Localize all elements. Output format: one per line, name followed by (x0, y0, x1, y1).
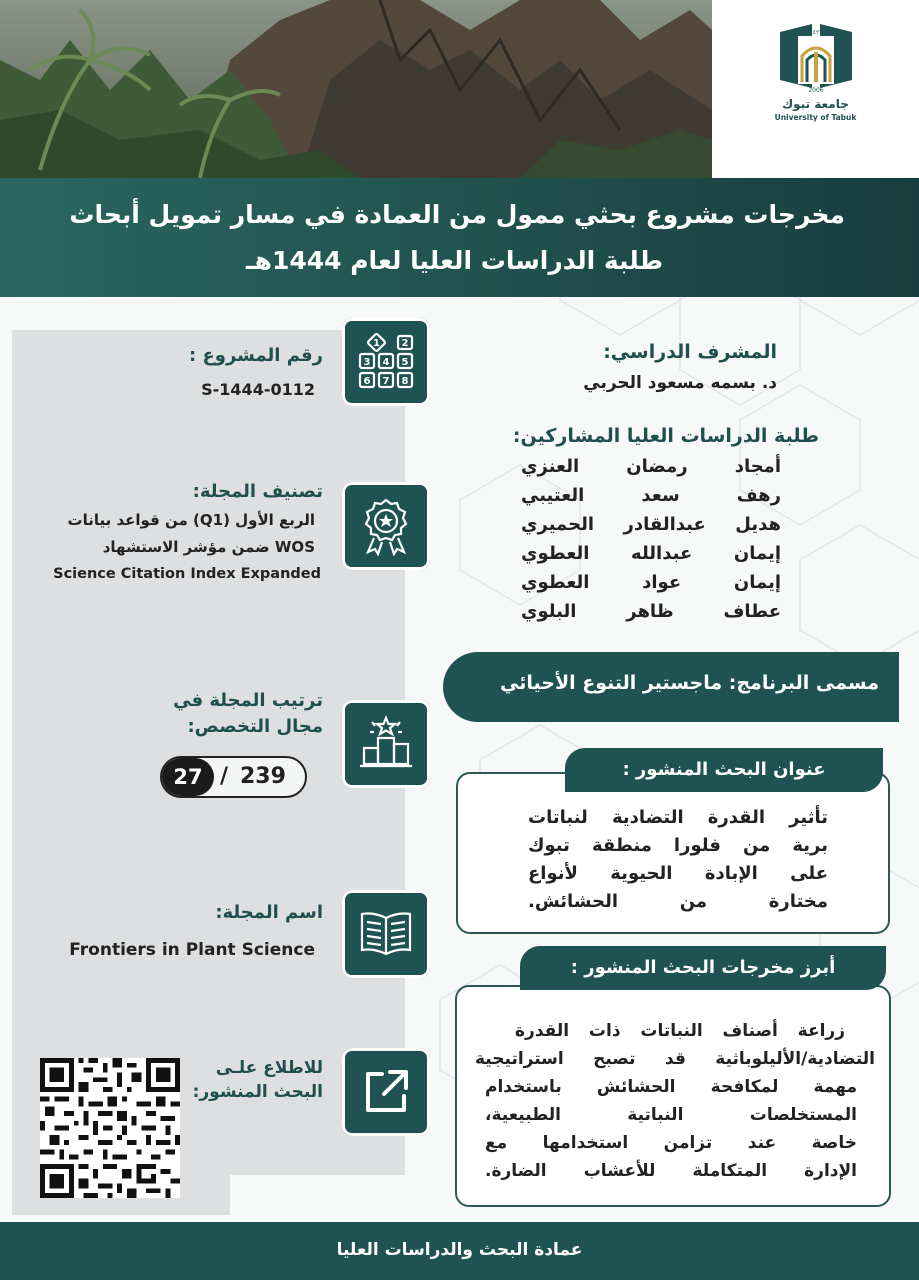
program-name: مسمى البرنامج: ماجستير التنوع الأحيائي (500, 672, 879, 694)
research-title-line: مختارة من الحشائش. (528, 891, 828, 912)
research-title-text (528, 804, 828, 916)
view-research-label-line-2: البحث المنشور: (192, 1082, 323, 1102)
journal-name-label: اسم المجلة: (215, 902, 323, 923)
research-qr-code[interactable] (40, 1058, 180, 1198)
journal-classification-line-1: الربع الأول (Q1) من قواعد بيانات (67, 511, 315, 529)
header-landscape-photo (0, 0, 712, 178)
students-label: طلبة الدراسات العليا المشاركين: (512, 425, 819, 447)
highlight-line: مهمة لمكافحة الحشائش باستخدام (485, 1077, 857, 1097)
footer-text: عمادة البحث والدراسات العليا (336, 1240, 583, 1260)
journal-name-value: Frontiers in Plant Science (69, 940, 315, 960)
program-band (443, 652, 899, 722)
research-title-line: برية من فلورا منطقة تبوك (528, 835, 828, 856)
highlights-tag: أبرز مخرجات البحث المنشور : (520, 946, 886, 990)
page-title (45, 192, 845, 284)
journal-rank-label-line-1: ترتيب المجلة في (173, 690, 323, 711)
project-number-value: S-1444-0112 (201, 380, 315, 399)
footer-band (0, 1222, 919, 1280)
student-name: إيمان عواد العطوي (521, 572, 781, 593)
journal-classification-line-2: WOS ضمن مؤشر الاستشهاد (102, 538, 315, 556)
journal-rank-label-line-2: مجال التخصص: (187, 716, 323, 737)
supervisor-name: د. بسمه مسعود الحربي (583, 373, 777, 393)
highlights-text (475, 1017, 875, 1185)
numbers-grid-icon (356, 332, 416, 392)
journal-classification-line-3: Science Citation Index Expanded (53, 566, 321, 582)
student-name: عطاف ظاهر البلوي (521, 601, 781, 622)
journal-rank-icon-box (342, 700, 430, 788)
title-band (0, 178, 919, 297)
project-number-label: رقم المشروع : (189, 345, 323, 366)
university-name-ar: جامعة تبوك (782, 97, 849, 111)
qr-code-icon[interactable] (40, 1058, 180, 1198)
journal-rank-total: 239 (240, 764, 286, 789)
journal-name-icon-box (342, 890, 430, 978)
view-research-label-line-1: للاطلاع علـى (215, 1058, 323, 1078)
svg-text:1: 1 (373, 338, 380, 349)
supervisor-label: المشرف الدراسي: (603, 341, 777, 363)
highlight-line: خاصة عند تزامن استخدامها مع (485, 1133, 857, 1153)
svg-text:5: 5 (401, 357, 409, 368)
svg-text:3: 3 (363, 357, 371, 368)
university-name-en: University of Tabuk (774, 113, 857, 122)
classification-icon-box (342, 482, 430, 570)
student-name: أمجاد رمضان العنزي (521, 456, 781, 477)
svg-text:2: 2 (401, 338, 409, 349)
journal-classification-label: تصنيف المجلة: (192, 481, 323, 502)
svg-text:8: 8 (401, 376, 409, 387)
highlight-line: زراعة أصناف النباتات ذات القدرة (515, 1021, 845, 1041)
research-title-line: على الإبادة الحيوية لأنواع (528, 863, 828, 884)
award-badge-icon (356, 496, 416, 556)
research-title-card (456, 772, 890, 934)
external-link-icon[interactable] (356, 1062, 416, 1122)
svg-text:2006: 2006 (808, 87, 824, 94)
svg-text:6: 6 (363, 376, 371, 387)
journal-rank-separator: / (220, 764, 229, 789)
svg-text:4: 4 (382, 357, 390, 368)
student-name: هديل عبدالقادر الحميري (521, 514, 781, 535)
svg-text:7: 7 (382, 376, 390, 387)
title-line-1: مخرجات مشروع بحثي ممول من العمادة في مسار تمويل أبحاث (69, 200, 845, 229)
university-logo-icon (776, 22, 856, 94)
podium-icon (356, 714, 416, 774)
highlights-card (455, 985, 891, 1207)
svg-text:١٤٢٧: ١٤٢٧ (809, 29, 823, 36)
project-number-icon-box (342, 318, 430, 406)
student-name: إيمان عبدالله العطوي (521, 543, 781, 564)
university-logo-area (712, 0, 919, 178)
journal-rank-position: 27 (162, 758, 214, 796)
highlight-line: الإدارة المتكاملة للأعشاب الضارة. (485, 1161, 857, 1181)
journal-rank-pill (160, 756, 307, 798)
research-title-line: تأثير القدرة التضادية لنباتات (528, 807, 828, 828)
research-link-icon-box[interactable] (342, 1048, 430, 1136)
highlight-line: التضادية/الأليلوباثية قد تصبح استراتيجية (475, 1049, 875, 1069)
title-line-2: طلبة الدراسات العليا لعام 1444هـ (246, 246, 663, 275)
students-list (521, 452, 781, 626)
student-name: رهف سعد العتيبي (521, 485, 781, 506)
open-book-icon (356, 904, 416, 964)
highlight-line: المستخلصات النباتية الطبيعية، (485, 1105, 857, 1125)
research-title-tag: عنوان البحث المنشور : (565, 748, 883, 792)
